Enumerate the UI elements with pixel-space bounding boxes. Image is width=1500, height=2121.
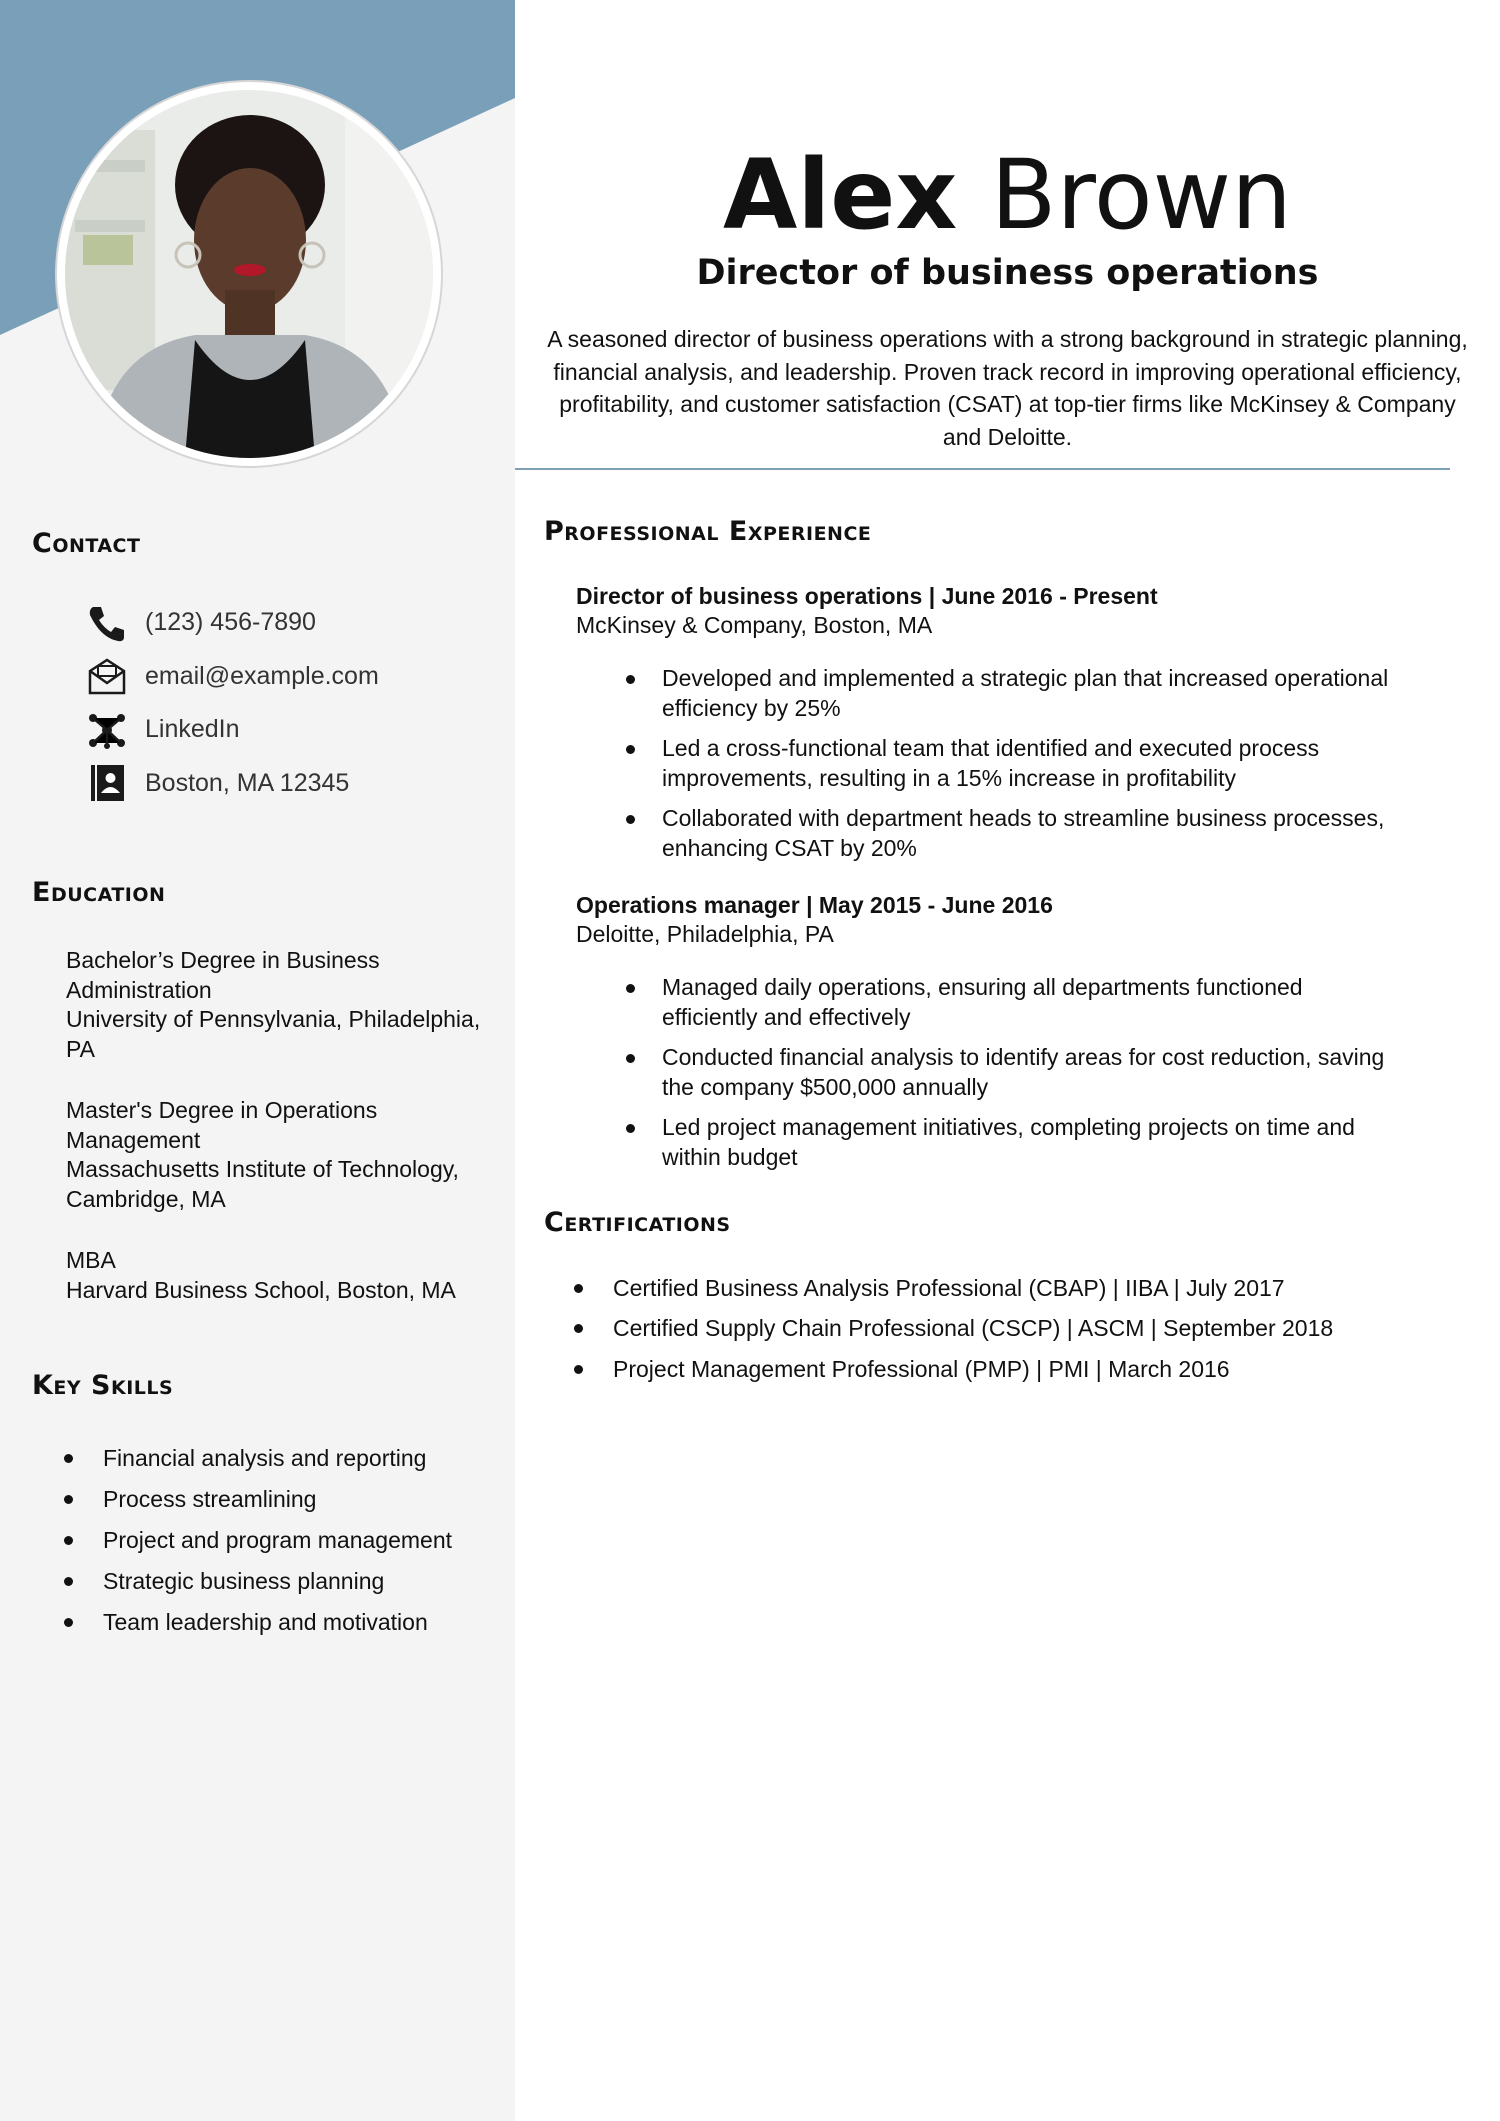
- contact-linkedin-text[interactable]: LinkedIn: [145, 715, 240, 744]
- skills-heading: Key Skills: [32, 1370, 174, 1401]
- network-icon: [85, 710, 129, 750]
- education-entry: [66, 1246, 486, 1305]
- list-item: Project and program management: [64, 1520, 452, 1561]
- job-title-line: Director of business operations | June 2016 - Present: [576, 583, 1158, 609]
- sidebar: [0, 0, 515, 2121]
- education-school: Massachusetts Institute of Technology, Cambridge, MA: [66, 1156, 459, 1212]
- education-degree: MBA: [66, 1247, 116, 1273]
- list-item: Financial analysis and reporting: [64, 1438, 452, 1479]
- contact-email: [85, 650, 379, 704]
- candidate-name: [515, 140, 1500, 250]
- list-item: Project Management Professional (PMP) | PMI | March 2016: [574, 1349, 1333, 1390]
- contact-heading: Contact: [32, 528, 141, 559]
- list-item: Strategic business planning: [64, 1561, 452, 1602]
- list-item: Certified Business Analysis Professional (CBAP) | IIBA | July 2017: [574, 1268, 1333, 1309]
- first-name: Alex: [723, 139, 958, 251]
- contact-list: [85, 596, 379, 810]
- job-title-line: Operations manager | May 2015 - June 2016: [576, 892, 1053, 918]
- portrait-image: [65, 90, 433, 458]
- profile-photo: [55, 80, 443, 468]
- job-bullets: [576, 973, 1436, 1172]
- job-entry: [576, 891, 1436, 1183]
- phone-icon: [85, 603, 129, 643]
- contact-phone-text: (123) 456-7890: [145, 608, 316, 637]
- list-item: Led a cross-functional team that identified and executed process improvements, resulting in a 15% increase in profitability: [576, 734, 1402, 793]
- list-item: Process streamlining: [64, 1479, 452, 1520]
- education-list: [66, 946, 486, 1337]
- skills-list: [64, 1438, 452, 1643]
- list-item: Developed and implemented a strategic plan that increased operational efficiency by 25%: [576, 664, 1402, 723]
- list-item: Managed daily operations, ensuring all departments functioned efficiently and effectively: [576, 973, 1402, 1032]
- contact-address: [85, 757, 379, 811]
- certifications-heading: Certifications: [544, 1207, 731, 1238]
- job-entry: [576, 582, 1436, 874]
- experience-heading: Professional Experience: [544, 516, 872, 547]
- envelope-icon: [85, 656, 129, 696]
- job-bullets: [576, 664, 1436, 863]
- job-title: Director of business operations: [696, 253, 1319, 293]
- divider: [515, 468, 1450, 470]
- list-item: Led project management initiatives, completing projects on time and within budget: [576, 1113, 1402, 1172]
- address-book-icon: [85, 763, 129, 803]
- job-company: McKinsey & Company, Boston, MA: [576, 612, 933, 638]
- education-entry: [66, 946, 486, 1064]
- list-item: Collaborated with department heads to streamline business processes, enhancing CSAT by 20%: [576, 804, 1402, 863]
- job-company: Deloitte, Philadelphia, PA: [576, 921, 834, 947]
- contact-address-text: Boston, MA 12345: [145, 768, 350, 797]
- list-item: Conducted financial analysis to identify areas for cost reduction, saving the company $500,000 annually: [576, 1043, 1402, 1102]
- education-entry: [66, 1096, 486, 1214]
- contact-email-text: email@example.com: [145, 661, 379, 690]
- education-degree: Master's Degree in Operations Management: [66, 1097, 378, 1153]
- list-item: Team leadership and motivation: [64, 1602, 452, 1643]
- education-school: Harvard Business School, Boston, MA: [66, 1276, 456, 1303]
- summary: A seasoned director of business operations with a strong background in strategic planning, financial analysis, and leadership. Proven track record in improving operational efficiency, profitability, and customer satisfaction (CSAT) at top-tier firms like McKinsey & Company and Deloitte.: [547, 326, 1468, 450]
- list-item: Certified Supply Chain Professional (CSCP) | ASCM | September 2018: [574, 1309, 1333, 1350]
- contact-linkedin: [85, 703, 379, 757]
- education-school: University of Pennsylvania, Philadelphia, PA: [66, 1006, 481, 1062]
- contact-phone: [85, 596, 379, 650]
- last-name: Brown: [990, 139, 1292, 251]
- certifications-list: [574, 1268, 1333, 1390]
- education-heading: Education: [32, 877, 166, 908]
- education-degree: Bachelor’s Degree in Business Administration: [66, 947, 380, 1003]
